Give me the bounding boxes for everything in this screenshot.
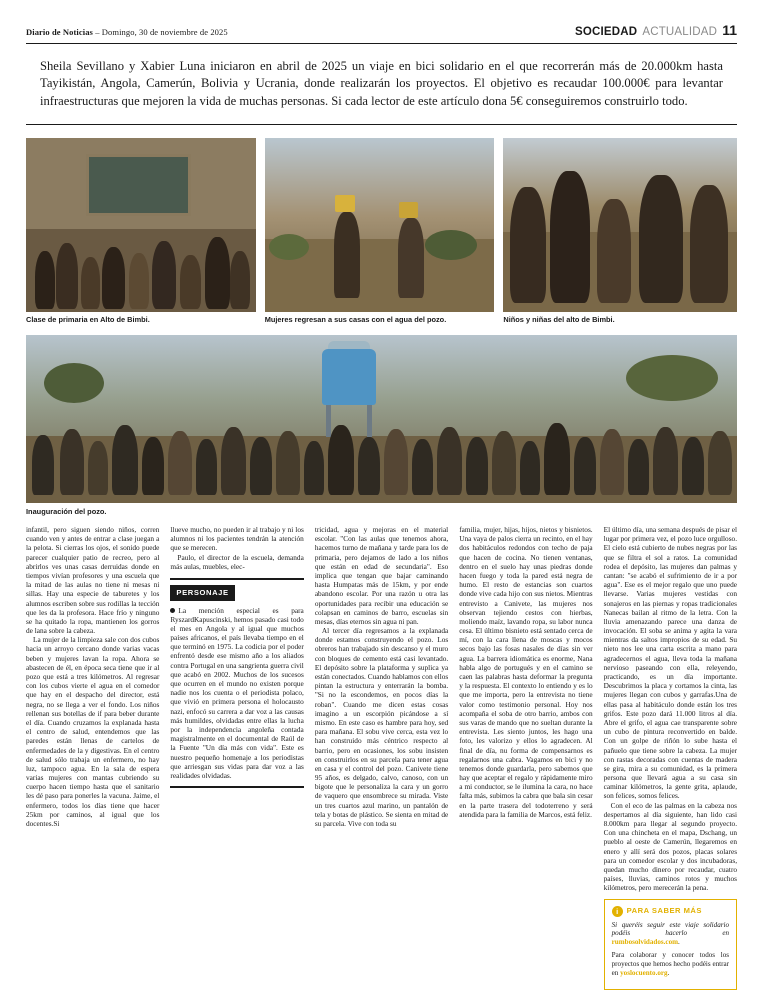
photo-row — [26, 138, 737, 325]
article-body — [26, 525, 738, 978]
wide-photo-caption: Inauguración del pozo. — [26, 507, 107, 516]
body-column-2 — [170, 525, 303, 953]
photo-block-classroom — [26, 138, 256, 325]
paragraph: llueve mucho, no pueden ir al trabajo y ni los alumnos ni los pacientes tendrán la atención que se merecen. — [170, 525, 304, 553]
masthead — [26, 22, 737, 44]
saber-mas-header — [612, 906, 729, 917]
women-water-photo — [265, 138, 495, 312]
saber-mas-text-2: Para colaborar y conocer todos los proyectos que hemos hecho podéis entrar en — [611, 951, 730, 978]
paragraph: El último día, una semana después de pisar el lugar por primera vez, el pozo luce orgulloso. El cielo está cubierto de nubes negras por las que se filtra el sol a ratos. La comunidad rodea el depósito, las mujeres dan palmas y cantan: "se acabó el sufrimiento de ir a por agua". Ese es el mejor regalo que uno puede llevarse. Varias mujeres vestidas con sonajeros en las piernas y ropas tradicionales Nanecas bailan al ritmo de la letra. Con la lluvia amenazando parece una danza de invocación. El soba se anima y agita la vara mientras da saltos impropios de su edad. Su nieto nos lee una carta escrita a mano para agradecernos el agua, lleva toda la mañana nervioso paseando con ella, releyendo, practicando, es un día importante. Descubrimos la placa y cortamos la cinta, las mujeres llegan con cubos y garrafas.Una de ellas pasa al habitáculo donde están los tres grifos. Este pozo dará 11.000 litros al día. Abre el grifo, el agua cae transparente sobre un cubo de pintura reconvertido en balde. Con un golpe de riñón lo sube hasta el pañuelo que tiene sobre la cabeza. La mujer con rastas decoradas con cuentas de madera se gira, mira a su comunidad, es la primera persona que llevará agua a su casa sin caminar kilómetros, la gente grita, aplaude, son felices, somos felices. — [603, 525, 738, 801]
saber-mas-title: PARA SABER MÁS — [626, 906, 702, 916]
photo-block-women — [265, 138, 495, 325]
paragraph: familia, mujer, hijas, hijos, nietos y bisnietos. Una vaya de palos cierra un recinto, en el hay dos habitáculos redondos con techo de paja que hacen de cocina. No tienen ventanas, dentro en el suelo hay unas piedras donde hacen fuego y toda la pared está negra de humo. El resto de estancias son cuartos donde vive cada hijo con sus nietos. Mientras entrevisto a Canivete, las mujeres nos observan tejiendo cestos con hierbas, moliendo maíz, lavando ropa, su labor nunca cesa. El último bisnieto está sentado cerca de mí, con la cara llena de moscas y mocos secos bajo las fosas nasales de días sin ver agua. La barrera idiomática es enorme, Nana habla algo de portugués y en el camino se caen las palabras hasta deformar la pregunta y la respuesta. El contexto lo entiendo y es lo que me importa, pero la entrevista no tiene valor como testimonio personal. Hoy nos acompaña el soba de otro barrio, ambos con sus varas de mando que no sueltan durante la entrevista. Les siento juntos, les hago una foto, les valorizo y ellos lo agradecen. Al final de día, nu forma de compensarnos es regalarnos una cabra. Vagamos en bici y no tenemos donde guardarla, pero sabemos que hay que aceptar el regalo y rápidamente miro a mi conductor, se le ilumina la cara, no hace falta más, subimos la cabra que bala sin cesar en la parte trasera del todoterreno y será atendida para la familia de Marcos, está feliz. — [459, 525, 593, 819]
paragraph: Al tercer día regresamos a la explanada donde estamos construyendo el pozo. Los obreros han trabajado sin descanso y el muro con bloques de cemento está casi levantado. El depósito sobre la plataforma y suplica ya están conectados. Cuando hablamos con ellos pintan la estructura y enterrarán la bomba. "Si no la escondemos, en pocos días la roban". Cuando me dicen estas cosas imagino a un escorpión picándose a sí mismo. En este caso es hambre para hoy, sed para mañana. El sobu vive cerca, esta vez lo han construido más céntrico respecto al barrio, pero en ocasiones, los sobu insisten en construirlos en su parcela para tener agua en casa y el control del pozo. Canivete tiene 95 años, es delgado, calvo, canoso, con un bigote que le personaliza la cara y un gorro de vaquero que ensombrece su mirada. Viste un tres cuartos azul marino, un pantalón de tela y botas de plástico. Se sienta en mitad de su parcela. Vive con toda su — [314, 626, 449, 828]
personaje-box — [170, 578, 303, 788]
masthead-right — [575, 22, 737, 38]
wide-photo-block — [26, 335, 737, 516]
paragraph: tricidad, agua y mejoras en el material escolar. "Con las aulas que tenemos ahora, hacemos turno de mañana y tarde para los de primaria, pero dejamos de lado a los niños que están en edad de secundaria". Eso implica que tengan que bajar caminando hasta Humpatas más de 15km, y por ende abandono escolar. Por una razón u otra las oportunidades para recibir una educación se colapsan en caminos de barro, escuelas sin mesas, días eternos sin agua ni pan. — [314, 525, 449, 626]
personaje-text — [170, 606, 303, 781]
saber-mas-link-1[interactable]: rumbosolvidados.com — [611, 938, 679, 947]
body-column-3 — [315, 525, 448, 953]
standfirst: Sheila Sevillano y Xabier Luna iniciaron en abril de 2025 un viaje en bici solidario en el que recorrerán más de 20.000km hasta Tayikistán, Angola, Camerún, Bolivia y Ucrania, donde realizarán los proyectos. El objetivo es recaudar 100.000€ para levantar infraestructuras que mejoren la vida de muchas personas. Si cada lector de este artículo dona 5€ conseguiremos construirlo todo. — [26, 58, 737, 125]
saber-mas-link-2[interactable]: yoslocuento.org — [620, 969, 668, 978]
personaje-tag: PERSONAJE — [170, 585, 234, 601]
saber-mas-box — [604, 899, 737, 991]
saber-mas-text-1: Si queréis seguir este viaje solidario podéis hacerlo en — [611, 920, 730, 938]
bullet-icon — [170, 608, 175, 613]
body-column-4 — [459, 525, 592, 953]
section-name: SOCIEDAD — [575, 26, 638, 38]
dateline: – Domingo, 30 de noviembre de 2025 — [92, 27, 228, 37]
body-column-1 — [26, 525, 159, 953]
body-column-5 — [603, 525, 738, 978]
saber-mas-text-1-post: . — [678, 938, 680, 947]
photo-caption: Clase de primaria en Alto de Bimbi. — [26, 315, 150, 325]
page-number: 11 — [722, 22, 737, 38]
saber-mas-text-2-post: . — [667, 969, 670, 978]
photo-caption: Mujeres regresan a sus casas con el agua del pozo. — [264, 315, 447, 325]
masthead-left — [26, 27, 228, 37]
personaje-body: La mención especial es para RyszardKapuscinski, hemos pasado casi todo el mes en Angola y al igual que muchos países africanos, el país llevaba tiempo en el que terminó en 1975. La codicia por el poder enfrentó desde ese mismo año a los aliados contra Portugal en una sangrienta guerra civil que acabó en 2002. Muchos de los sucesos que ocurren en el mundo no existen porque nadie nos los cuenta o el periodista polaco, que vivió en primera persona el holocausto nazi, enfocó su carrera a dar voz a las causas más humildes, olvidadas entre ellas la lucha por la independencia angoleña contada magistralmente en el documental de Raúl de la Fuente "Un día más con vida". Este es nuestro pequeño homenaje a los periodistas que arriesgan sus vidas para dar voz a las realidades olvidadas. — [170, 605, 304, 780]
paragraph: Con el eco de las palmas en la cabeza nos despertamos al día siguiente, han lido casi 8.000km para llegar al segundo proyecto. Con una chincheta en el mapa, Dschang, un pueblo al oeste de Camerún, llegaremos en enero y allí será dos pozos, placas solares para un comedor escolar y dos incubadoras, quedan mucho dinero por recaudar, cuatro países, lluvias, caminos rotos y muchos kilómetros, pero merecerán la pena. — [603, 800, 738, 893]
children-photo — [503, 138, 737, 312]
info-icon: i — [612, 906, 623, 917]
saber-mas-line-2 — [612, 951, 729, 978]
photo-caption: Niños y niñas del alto de Bimbi. — [503, 315, 615, 325]
classroom-photo — [26, 138, 256, 312]
saber-mas-line-1 — [612, 921, 729, 948]
paragraph: infantil, pero siguen siendo niños, corren cuando ven y antes de entrar a clase juegan a la pelota. Si cierras los ojos, el sonido puede parecer cualquier patio de recreo, pero al abrirlos ves unas casas derruidas donde en tiempos vivían profesores y una escuela que la mitad de las aulas no tiene ni mesas ni sillas. Hay una especie de taburetes y los alumnos escriben sobre sus rodillas la tección que les da la profesora. Hace frío y ninguno se ha quitado la ropa, mantienen los gorros de lana sobre la cabeza. — [26, 525, 160, 636]
subsection-name: ACTUALIDAD — [642, 26, 718, 38]
well-inauguration-photo — [26, 335, 737, 503]
paragraph: La mujer de la limpieza sale con dos cubos hacia un arroyo cercano donde varias vacas beben y mujeres lavan la ropa. Ahora se abastecen de él, en época seca tiene que ir al pozo que está a tres kilómetros. Al regresar con los cubos vierte el agua en el comedor que hay en el despacho del director, está negra, no se llega a ver el fondo. Los niños rellenan sus botellas de if para beber durante el día. Cuando cruzamos la explanada hasta el centro de salud, entendemos que las paredes están llenas de cartelos de enfermedades de la y digestivas. En el centro de salud sólo trabaja un enfermero, no hay luz, tampoco agua. En la sala de espera varias mujeres con mantas cubriendo su cuerpo hacen tiempo hasta que el sanitario les dé paso para ponerles la vacuna. Jaime, el enfermero, todos los días tiene que hacer 25km por caminos, al igual que los docentes.Si — [26, 635, 160, 828]
paragraph: Paulo, el director de la escuela, demanda más aulas, muebles, elec- — [170, 552, 304, 571]
paper-name: Diario de Noticias — [26, 27, 93, 37]
photo-block-children — [503, 138, 737, 325]
